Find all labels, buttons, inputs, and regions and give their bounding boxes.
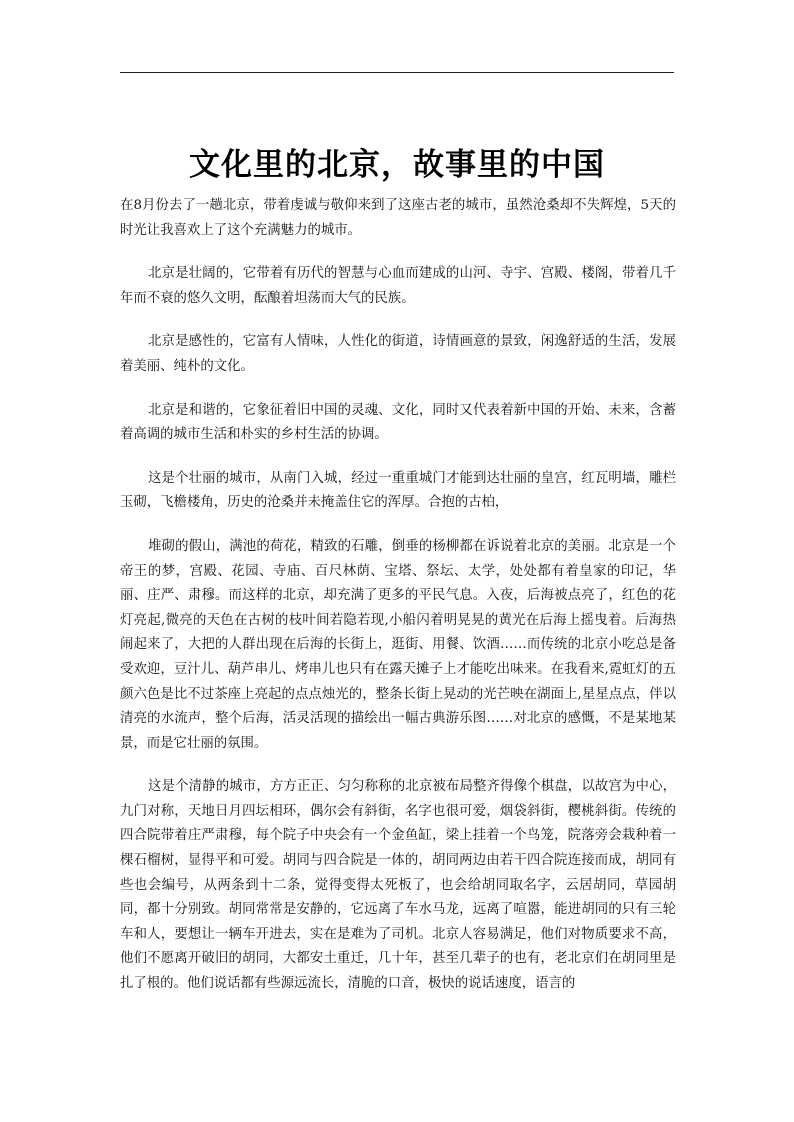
paragraph-magnificent: 北京是壮阔的，它带着有历代的智慧与心血而建成的山河、寺宇、宫殿、楼阁，带着几千年而不衰的悠久文明，酝酿着坦荡而大气的民族。 — [120, 266, 676, 306]
paragraph-splendid-city: 这是个壮丽的城市，从南门入城，经过一重重城门才能到达壮丽的皇宫，红瓦明墙，雕栏玉砌，飞檐楼角，历史的沧桑并未掩盖住它的浑厚。合抱的古柏， — [120, 470, 676, 511]
paragraph-hutong: 这是个清静的城市，方方正正、匀匀称称的北京被布局整齐得像个棋盘，以故宫为中心，九门对称，天地日月四坛相环，偶尔会有斜街，名字也很可爱，烟袋斜街，樱桃斜街。传统的四合院带着庄严肃穆，每个院子中央会有一个金鱼缸，梁上挂着一个鸟笼，院落旁会栽种着一棵石榴树，显得平和可爱。胡同与四合院是一体的，胡同两边由若干四合院连接而成，胡同有些也会编号，从两条到十二条，觉得变得太死板了，也会给胡同取名字，云居胡同，草园胡同，都十分别致。胡同常常是安静的，它远离了车水马龙，远离了喧嚣，能进胡同的只有三轮车和人，要想让一辆车开进去，实在是难为了司机。北京人容易满足，他们对物质要求不高，他们不愿离开破旧的胡同，大都安土重迁，几十年，甚至几辈子的也有，老北京们在胡同里是扎了根的。他们说话都有些源远流长，清脆的口音，极快的说话速度，语言的 — [120, 779, 676, 992]
header-rule — [120, 72, 674, 73]
paragraph-harmonious: 北京是和谐的，它象征着旧中国的灵魂、文化，同时又代表着新中国的开始、未来，含蓄着高调的城市生活和朴实的乡村生活的协调。 — [120, 402, 676, 443]
paragraph-houhai: 堆砌的假山，满池的荷花，精致的石雕，倒垂的杨柳都在诉说着北京的美丽。北京是一个帝王的梦，宫殿、花园、寺庙、百尺林荫、宝塔、祭坛、太学，处处都有着皇家的印记，华丽、庄严、肃穆。而这样的北京，却充满了更多的平民气息。入夜，后海被点亮了，红色的花灯亮起,微亮的天色在古树的枝叶间若隐若现,小船闪着明晃晃的黄光在后海上摇曳着。后海热闹起来了，大把的人群出现在后海的长街上，逛街、用餐、饮酒……而传统的北京小吃总是备受欢迎，豆汁儿、葫芦串儿、烤串儿也只有在露天摊子上才能吃出味来。在我看来,霓虹灯的五颜六色是比不过茶座上亮起的点点烛光的，整条长街上晃动的光芒映在湖面上,星星点点，伴以清亮的水流声，整个后海，活灵活现的描绘出一幅古典游乐图……对北京的感慨，不是某地某景，而是它壮丽的氛围。 — [120, 538, 676, 751]
document-title: 文化里的北京，故事里的中国 — [189, 146, 605, 183]
paragraph-intro: 在8月份去了一趟北京，带着虔诚与敬仰来到了这座古老的城市，虽然沧桑却不失辉煌，5天的时光让我喜欢上了这个充满魅力的城市。 — [120, 198, 676, 238]
paragraph-emotional: 北京是感性的，它富有人情味，人性化的街道，诗情画意的景致，闲逸舒适的生活，发展着美丽、纯朴的文化。 — [120, 334, 676, 374]
document-body — [120, 194, 676, 1016]
